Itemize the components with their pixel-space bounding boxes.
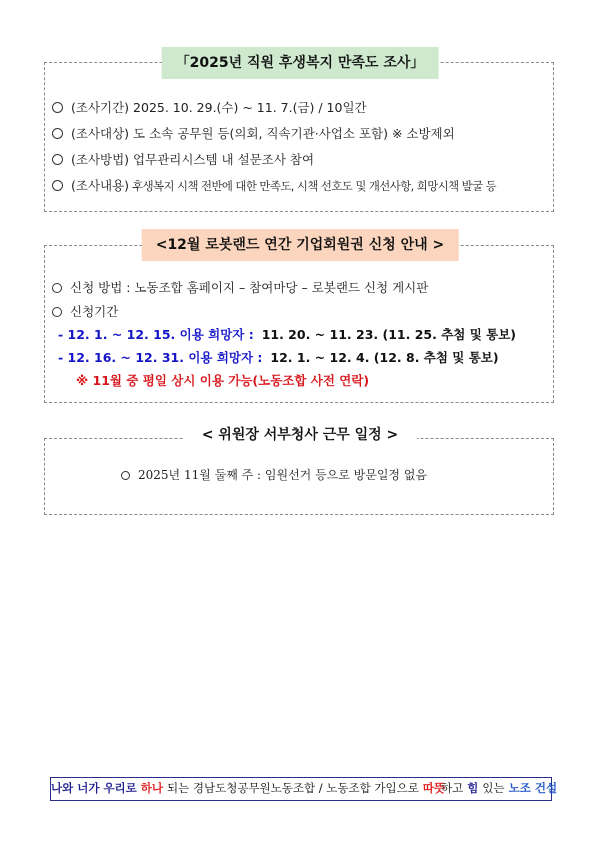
survey-item-label: (조사기간) [71,100,130,115]
period1-value: 11. 20. ~ 11. 23. (11. 25. 추첨 및 통보) [261,327,516,342]
survey-item-method [52,151,314,169]
survey-item-target [52,125,455,143]
survey-item-content [52,177,496,195]
robotland-method-text: 신청 방법 : 노동조합 홈페이지 – 참여마당 – 로봇랜드 신청 게시판 [70,280,429,295]
slogan-part-3: 되는 경남도청공무원노동조합 / 노동조합 가입으로 [167,781,419,795]
period2-value: 12. 1. ~ 12. 4. (12. 8. 추첨 및 통보) [270,350,499,365]
slogan-part-8: 노조 건설 [508,781,558,795]
slogan-part-4: 따뜻 [422,781,446,795]
survey-item-text: 업무관리시스템 내 설문조사 참여 [133,152,315,167]
circle-bullet-icon [52,180,63,191]
robotland-note: ※ 11월 중 평일 상시 이용 가능(노동조합 사전 연락) [76,373,370,388]
slogan-part-1: 나와 너가 우리로 [51,781,137,795]
period2-prefix: - 12. 16. ~ 12. 31. 이용 희망자 : [58,350,263,365]
slogan-part-6: 힘 [467,781,479,795]
slogan-part-7: 있는 [482,781,505,795]
survey-item-label: (조사내용) [71,178,130,193]
circle-bullet-icon [52,283,62,293]
survey-item-text: 도 소속 공무원 등(의회, 직속기관·사업소 포함) ※ 소방제외 [133,126,455,141]
schedule-section-title: < 위원장 서부청사 근무 일정 > [184,419,417,451]
survey-item-period [52,99,367,117]
robotland-period-label-text: 신청기간 [70,304,119,319]
circle-bullet-icon [52,307,62,317]
robotland-period-1 [58,326,516,344]
circle-bullet-icon [52,128,63,139]
schedule-line [121,466,427,484]
footer-slogan [50,777,558,801]
circle-bullet-icon [52,154,63,165]
slogan-part-5: 하고 [441,781,464,795]
circle-bullet-icon [52,102,63,113]
circle-bullet-icon [121,471,130,480]
robotland-method [52,279,428,297]
robotland-section-title: <12월 로봇랜드 연간 기업회원권 신청 안내 > [142,229,459,261]
schedule-line-text: 2025년 11월 둘째 주 : 임원선거 등으로 방문일정 없음 [138,468,428,482]
slogan-part-2: 하나 [140,781,164,795]
survey-item-label: (조사방법) [71,152,130,167]
robotland-period-2 [58,349,499,367]
robotland-period-label [52,303,118,321]
period1-prefix: - 12. 1. ~ 12. 15. 이용 희망자 : [58,327,254,342]
survey-section-title: 「2025년 직원 후생복지 만족도 조사」 [162,47,439,79]
survey-item-text: 2025. 10. 29.(수) ~ 11. 7.(금) / 10일간 [133,100,367,115]
survey-item-label: (조사대상) [71,126,130,141]
survey-item-text: 후생복지 시책 전반에 대한 만족도, 시책 선호도 및 개선사항, 희망시책 발굴 등 [132,179,497,193]
